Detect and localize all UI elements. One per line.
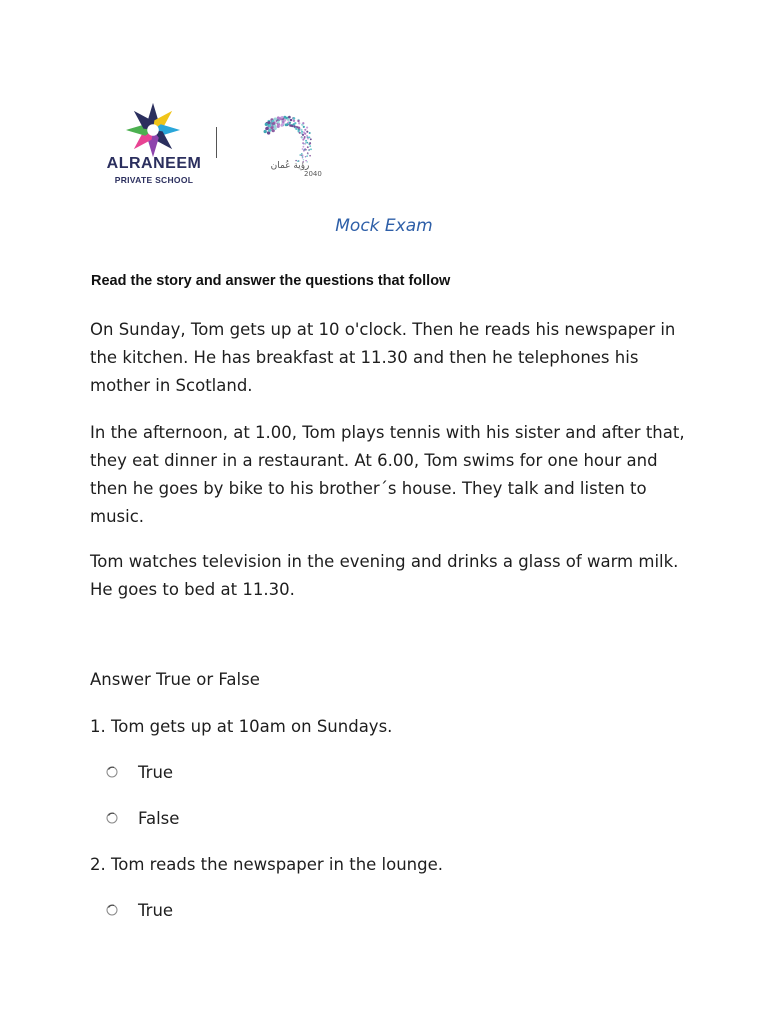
school-star-logo [124,101,182,159]
logo-dot [299,154,301,156]
logo-dot [268,129,271,132]
logo-dot [305,140,307,142]
logo-dot [268,121,271,124]
logo-dot [304,148,306,150]
story-paragraph: On Sunday, Tom gets up at 10 o'clock. Then he reads his newspaper in the kitchen. He has breakfast at 11.30 and then he telephones his mother in Scotland. [90,320,676,395]
logo-dot [294,122,296,124]
logo-dot [274,127,277,130]
logo-dot [309,143,311,145]
logo-dot [268,124,271,127]
logo-dot [306,135,308,137]
logo-dot [310,148,312,150]
question-1: 1. Tom gets up at 10am on Sundays. [90,717,393,736]
logo-dot [301,137,303,139]
logo-dot [306,155,308,157]
option-label: False [138,809,180,828]
logo-dot [304,129,306,131]
logo-dot [295,128,297,130]
logo-dot [303,146,305,148]
logo-dot [272,122,275,125]
logo-dot [287,118,290,121]
logo-dot [306,127,308,129]
logo-dot [305,156,306,157]
story-paragraph: In the afternoon, at 1.00, Tom plays tennis with his sister and after that, they eat dinner in a restaurant. At 6.00, Tom swims for one hour and then he goes by bike to his brother´s house. They talk and listen to music. [90,423,685,526]
school-name: ALRANEEM [106,155,202,172]
option-label: True [138,901,174,920]
logo-dot [308,149,310,151]
logo-dot [298,127,300,129]
logo-dot [277,121,280,124]
logo-dot [301,132,303,134]
logo-dot [299,132,301,134]
school-subtitle: PRIVATE SCHOOL [114,175,194,185]
option-label: True [138,763,174,782]
logo-dot [309,132,311,134]
logo-dot [290,119,293,122]
radio-button-icon[interactable] [106,766,118,778]
logo-dot [309,145,311,147]
logo-dot [279,118,282,121]
logo-dot [300,129,302,131]
logo-dot [284,119,287,122]
logo-dot [298,122,300,124]
radio-button-icon[interactable] [106,904,118,916]
logo-dot [303,126,305,128]
logo-dot [307,152,309,154]
logo-dot [302,139,304,141]
oman-vision-2040-logo [228,100,332,184]
logo-dot [293,117,296,120]
logo-dot [304,136,306,138]
logo-dot [309,155,311,157]
logo-dot [304,133,306,135]
story-paragraph: Tom watches television in the evening and drinks a glass of warm milk. He goes to bed at 11.30. [90,552,679,599]
section-heading: Answer True or False [90,670,260,689]
logo-dot [297,120,299,122]
logo-dot [306,131,308,133]
logo-dot [305,142,307,144]
logo-dot [307,146,309,148]
question-2: 2. Tom reads the newspaper in the lounge. [90,855,444,874]
logo-dot [288,116,291,119]
logo-dot [302,142,304,144]
logo-dot [301,124,303,126]
logo-dot [301,153,303,155]
logo-dot [265,127,268,130]
logo-dot [293,125,295,127]
logo-dot [302,148,304,150]
svg-text:رؤية عُمان: رؤية عُمان [270,161,310,171]
radio-button-icon[interactable] [106,812,118,824]
logo-dot [302,156,304,158]
page-title: Mock Exam [335,216,433,236]
logo-divider [216,127,217,158]
logo-dot [293,120,295,122]
logo-dot [265,123,268,126]
logo-dot [289,122,291,124]
logo-dot [310,138,312,140]
logo-dot [308,136,310,138]
logo-dot [302,154,304,156]
svg-text:2040: 2040 [304,170,322,178]
instructions: Read the story and answer the questions that follow [91,273,451,289]
